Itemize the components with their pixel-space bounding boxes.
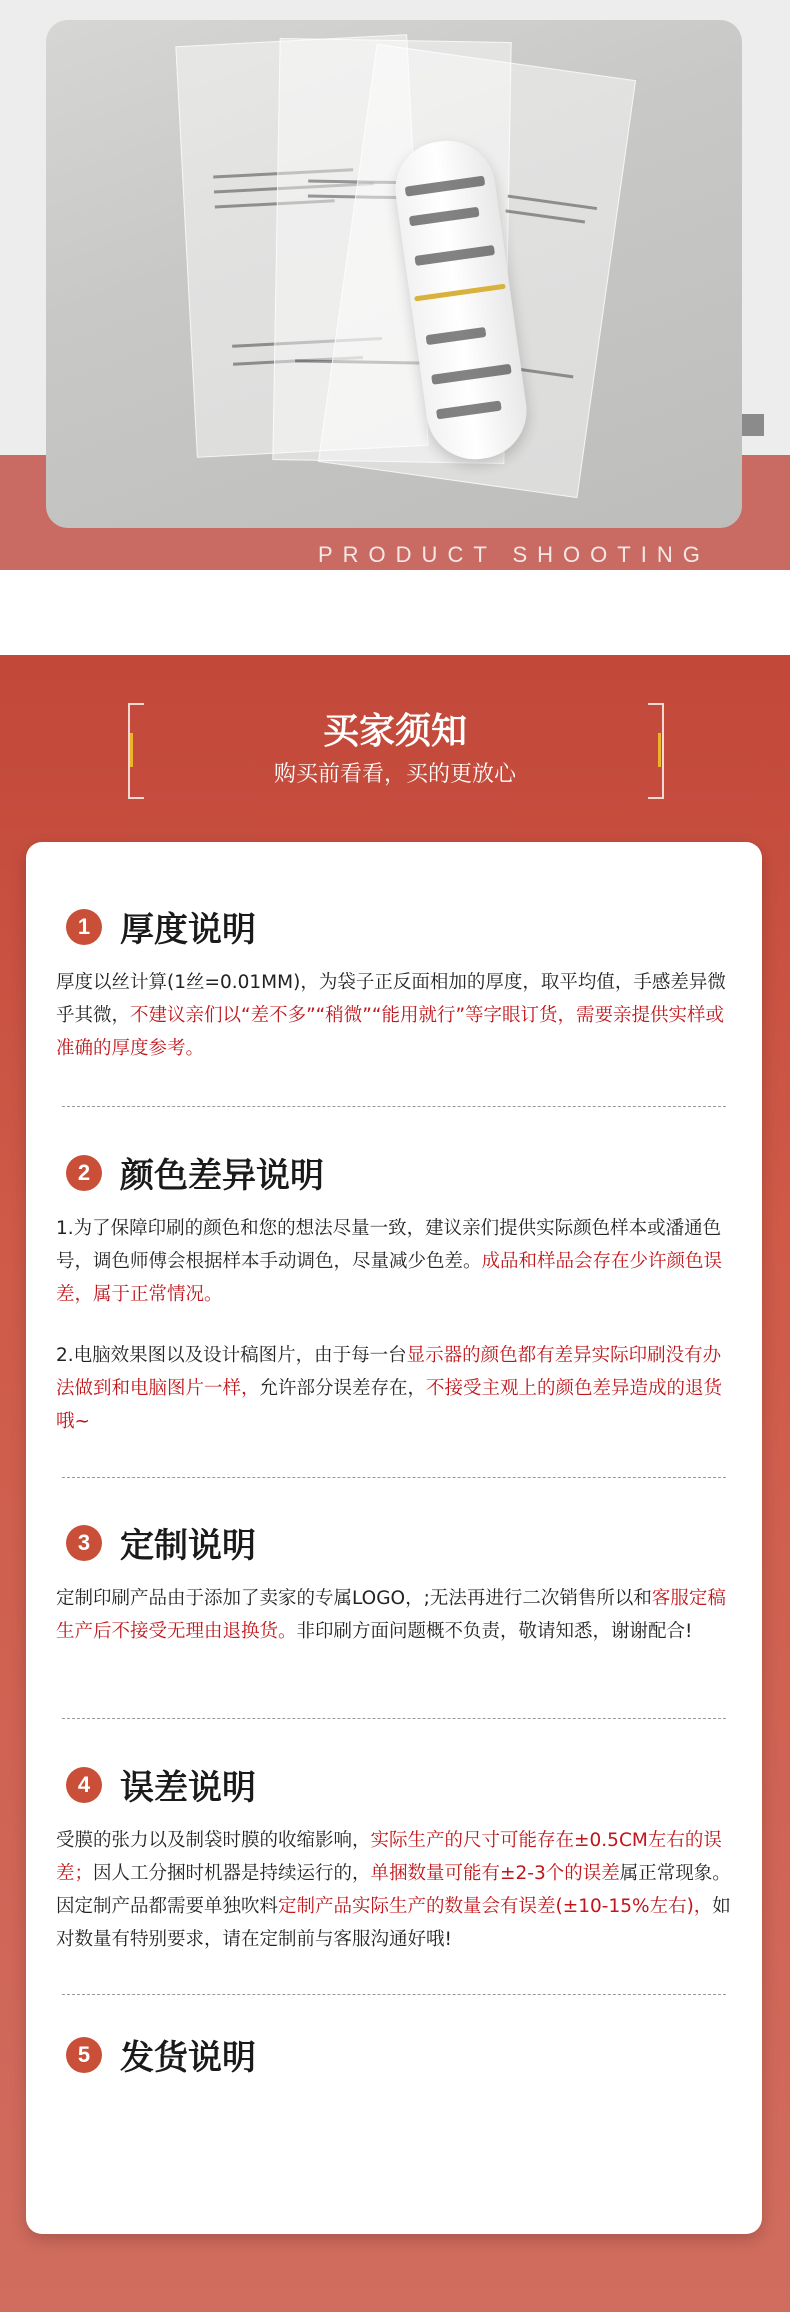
text-highlight: 成品和样品会存在少许颜色误差，属于正常情况。 <box>56 1251 723 1305</box>
hero-caption: PRODUCT SHOOTING <box>318 542 710 567</box>
section-number-badge: 4 <box>66 1767 102 1803</box>
section-number-badge: 3 <box>66 1525 102 1561</box>
text-highlight: 不建议亲们以“差不多”“稍微”“能用就行”等字眼订货，需要亲提供实样或准确的厚度参考。 <box>56 1005 725 1059</box>
section-number-badge: 2 <box>66 1155 102 1191</box>
text-normal: 受膜的张力以及制袋时膜的收缩影响， <box>56 1830 371 1851</box>
section-number-badge: 5 <box>66 2037 102 2073</box>
section-color-text-2 <box>56 1339 736 1438</box>
text-normal: 非印刷方面问题概不负责，敬请知悉，谢谢配合! <box>296 1621 693 1642</box>
text-highlight: 不接受主观上的颜色差异造成的退货哦~ <box>56 1378 723 1432</box>
text-normal: 定制印刷产品由于添加了卖家的专属LOGO，;无法再进行二次销售所以和 <box>56 1588 652 1609</box>
section-color-text-1 <box>56 1212 736 1311</box>
section-divider <box>62 1477 726 1478</box>
text-normal: 1.为了保障印刷的颜色和您的想法尽量一致，建议亲们提供实际颜色样本或潘通色号，调色师傅会根据样本手动调色，尽量减少色差。 <box>56 1218 722 1272</box>
section-title: 定制说明 <box>120 1526 256 1566</box>
text-highlight: 定制产品实际生产的数量会有误差(±10-15%左右)， <box>278 1896 713 1917</box>
text-normal: 2.电脑效果图以及设计稿图片，由于每一台 <box>56 1345 407 1366</box>
section-title: 厚度说明 <box>120 910 256 950</box>
section-title: 发货说明 <box>120 2038 256 2078</box>
text-highlight: 实际生产的尺寸可能存在±0.5CM左右的误差； <box>56 1830 722 1884</box>
text-normal: 允许部分误差存在， <box>259 1378 427 1399</box>
text-highlight: 单捆数量可能有±2-3个的误差 <box>370 1863 620 1884</box>
section-custom-text <box>56 1582 736 1648</box>
text-highlight: 显示器的颜色都有差异实际印刷没有办法做到和电脑图片一样， <box>56 1345 722 1399</box>
section-thickness-text <box>56 966 736 1065</box>
notice-subtitle: 购买前看看，买的更放心 <box>273 762 516 787</box>
notice-card <box>26 842 762 2234</box>
section-thickness-header <box>66 902 256 951</box>
section-divider <box>62 1994 726 1995</box>
text-normal: 厚度以丝计算(1丝=0.01MM)，为袋子正反面相加的厚度，取平均值，手感差异微乎其微， <box>56 972 726 1026</box>
section-title: 误差说明 <box>120 1768 256 1808</box>
section-divider <box>62 1106 726 1107</box>
section-color-header <box>66 1148 324 1197</box>
section-tolerance-header <box>66 1760 256 1809</box>
text-normal: 如对数量有特别要求，请在定制前与客服沟通好哦! <box>56 1896 731 1950</box>
text-highlight: 客服定稿生产后不接受无理由退换货。 <box>56 1588 726 1642</box>
product-photo <box>46 20 742 528</box>
section-divider <box>62 1718 726 1719</box>
section-custom-header <box>66 1518 256 1567</box>
section-tolerance-text <box>56 1824 736 1956</box>
text-normal: 属正常现象。因定制产品都需要单独吹料 <box>56 1863 731 1917</box>
hero-decor-square <box>742 414 764 436</box>
text-normal: 因人工分捆时机器是持续运行的， <box>93 1863 371 1884</box>
section-shipping-header <box>66 2030 256 2079</box>
hero-section <box>0 0 790 570</box>
section-title: 颜色差异说明 <box>120 1156 324 1196</box>
notice-title: 买家须知 <box>322 711 467 752</box>
section-number-badge: 1 <box>66 909 102 945</box>
